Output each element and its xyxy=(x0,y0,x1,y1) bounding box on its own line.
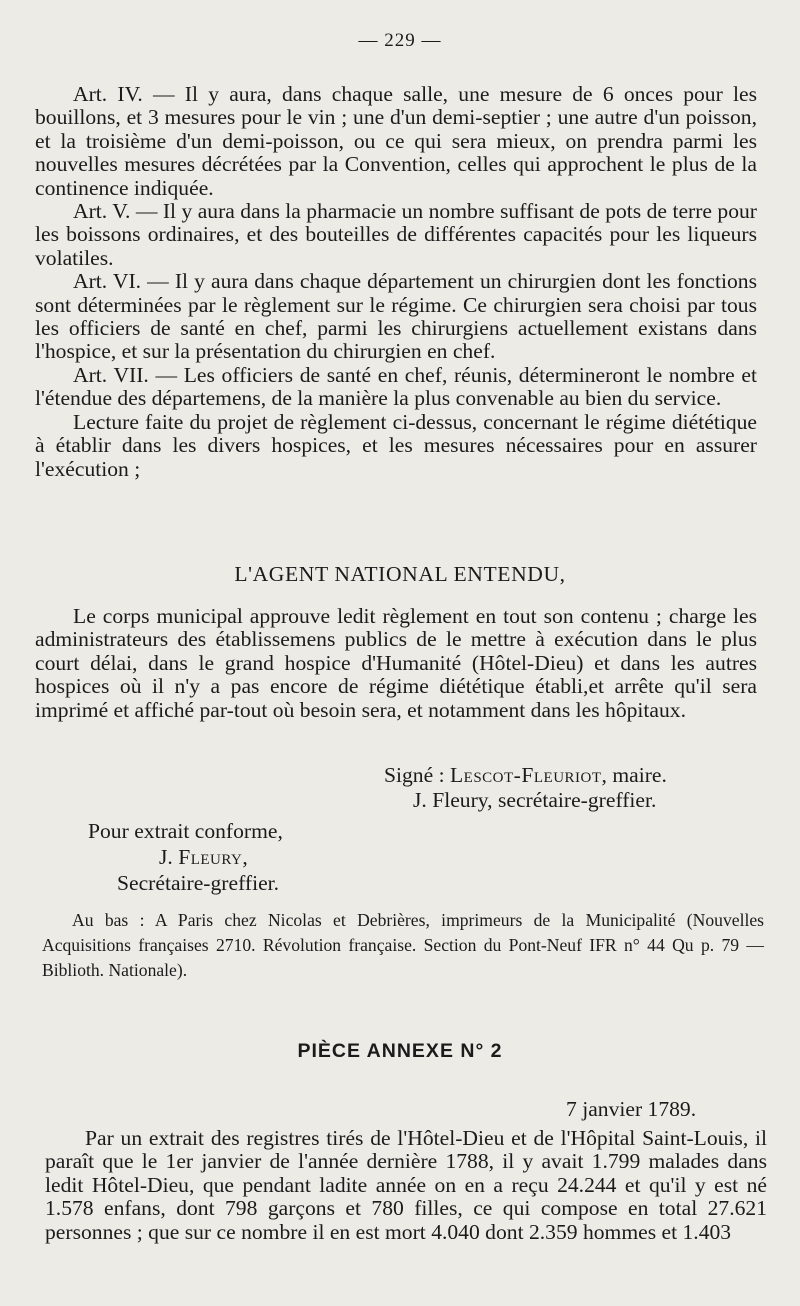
article-vii: Art. VII. — Les officiers de santé en chef, réunis, détermineront le nombre et l'étendue des départemens, de la manière la plus convenable au bien du service. xyxy=(35,362,757,411)
signature-line-mayor: Signé : Lescot-Fleuriot, maire. xyxy=(384,763,667,787)
signature-block xyxy=(384,763,774,813)
decision-paragraph: Le corps municipal approuve ledit règlement en tout son contenu ; charge les administrateurs des établissemens publics de le mettre à exécution dans le plus court délai, dans le grand hospice d'Humanité (Hôtel-Dieu) et dans les autres hospices où il n'y a pas encore de régime diététique établi,et arrête qu'il sera imprimé et affiché par-tout où besoin sera, et notamment dans les hôpitaux. xyxy=(35,604,757,722)
regulation-articles xyxy=(35,83,757,481)
annex-title: PIÈCE ANNEXE N° 2 xyxy=(297,1040,503,1062)
article-v: Art. V. — Il y aura dans la pharmacie un nombre suffisant de pots de terre pour les boissons ordinaires, et des bouteilles de différentes capacités pour les liqueurs volatiles. xyxy=(35,199,757,270)
signature-line-secretary: J. Fleury, secrétaire-greffier. xyxy=(413,788,657,812)
secretary-name: Fleury xyxy=(178,845,243,869)
page-number: — 229 — xyxy=(358,30,442,51)
annex-body xyxy=(45,1127,767,1244)
source-note: Au bas : A Paris chez Nicolas et Debrières, imprimeurs de la Municipalité (Nouvelles Acquisitions françaises 2710. Révolution française. Section du Pont-Neuf IFR n° 44 Qu p. 79 — Biblioth. Nationale). xyxy=(42,910,764,980)
mayor-name: Lescot-Fleuriot xyxy=(449,763,602,787)
annex-paragraph: Par un extrait des registres tirés de l'Hôtel-Dieu et de l'Hôpital Saint-Louis, il paraît que le 1er janvier de l'année dernière 1788, il y avait 1.799 malades dans ledit Hôtel-Dieu, que pendant ladite année on en a reçu 24.244 et qu'il y est né 1.578 enfans, dont 798 garçons et 780 filles, ce qui compose en total 27.621 personnes ; que sur ce nombre il en est mort 4.040 dont 2.359 hommes et 1.403 xyxy=(45,1126,767,1244)
extract-line-2: J. Fleury, xyxy=(159,845,248,869)
extract-line-1: Pour extrait conforme, xyxy=(88,819,283,843)
extract-line-3: Secrétaire-greffier. xyxy=(117,871,280,895)
decision-block xyxy=(35,605,757,722)
section-heading: L'AGENT NATIONAL ENTENDU, xyxy=(234,562,566,586)
reading-paragraph: Lecture faite du projet de règlement ci-dessus, concernant le régime diététique à établir dans les divers hospices, et les mesures nécessaires pour en assurer l'exécution ; xyxy=(35,409,757,481)
extract-block xyxy=(88,818,408,896)
annex-date: 7 janvier 1789. xyxy=(566,1097,697,1121)
article-iv: Art. IV. — Il y aura, dans chaque salle, une mesure de 6 onces pour les bouillons, et 3 mesures pour le vin ; une d'un demi-septier ; une autre d'un poisson, et la troisième d'un demi-poisson, ou ce qui sera mieux, on prendra parmi les nouvelles mesures décrétées par la Convention, celles qui approchent le plus de la continence indiquée. xyxy=(35,82,757,200)
article-vi: Art. VI. — Il y aura dans chaque département un chirurgien dont les fonctions sont déterminées par le règlement sur le régime. Ce chirurgien sera choisi par tous les officiers de santé en chef, parmi les chirurgiens actuellement existans dans l'hospice, et sur la présentation du chirurgien en chef. xyxy=(35,269,757,364)
